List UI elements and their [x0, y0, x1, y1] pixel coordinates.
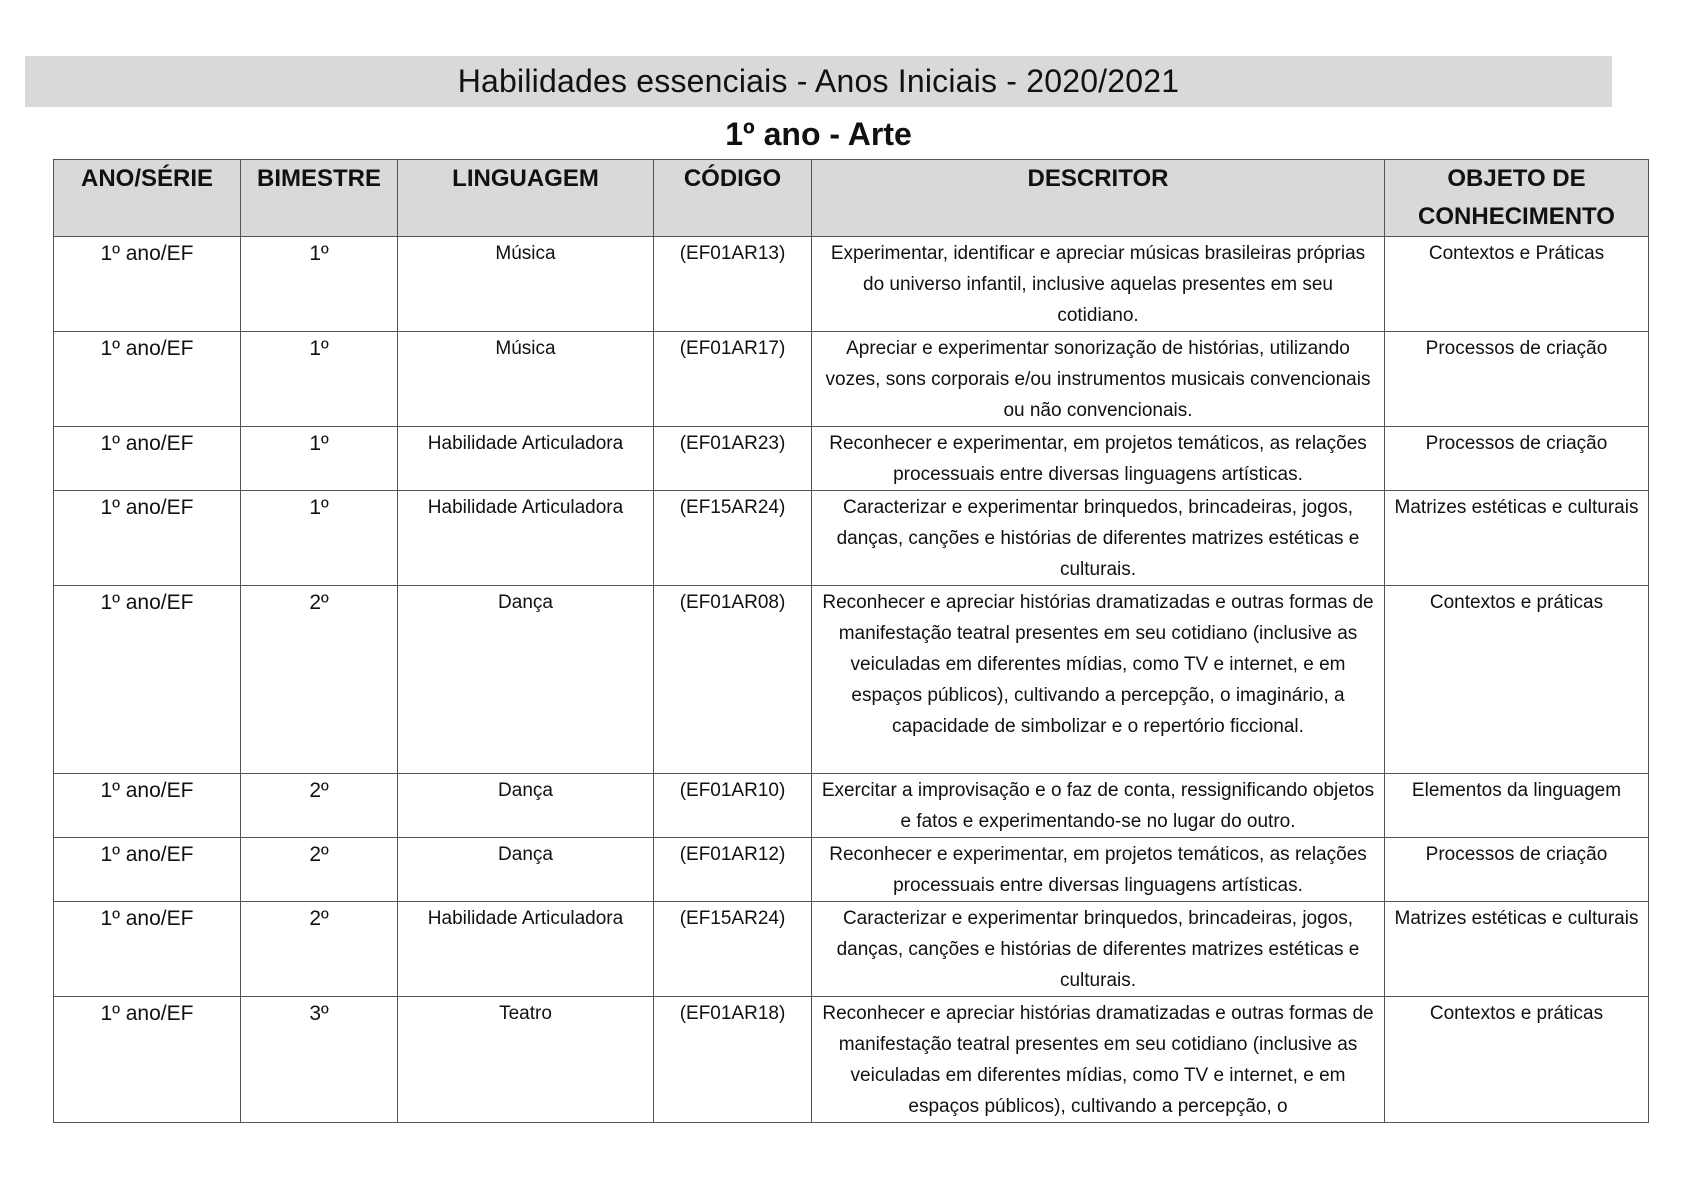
table-row	[54, 997, 1649, 1123]
table-row	[54, 774, 1649, 838]
cell-codigo: (EF15AR24)	[654, 491, 812, 586]
header-bimestre: BIMESTRE	[241, 160, 398, 237]
cell-descritor: Caracterizar e experimentar brinquedos, brincadeiras, jogos, danças, canções e histórias de diferentes matrizes estéticas e culturais.	[812, 902, 1385, 997]
header-codigo: CÓDIGO	[654, 160, 812, 237]
cell-linguagem: Dança	[398, 586, 654, 774]
header-ano-serie: ANO/SÉRIE	[54, 160, 241, 237]
document-title: Habilidades essenciais - Anos Iniciais - 2020/2021	[25, 56, 1612, 107]
cell-descritor: Experimentar, identificar e apreciar músicas brasileiras próprias do universo infantil, inclusive aquelas presentes em seu cotidiano.	[812, 237, 1385, 332]
cell-linguagem: Habilidade Articuladora	[398, 427, 654, 491]
cell-ano-serie: 1º ano/EF	[54, 586, 241, 774]
cell-objeto: Processos de criação	[1385, 332, 1649, 427]
cell-bimestre: 3º	[241, 997, 398, 1123]
cell-linguagem: Habilidade Articuladora	[398, 902, 654, 997]
cell-objeto: Contextos e práticas	[1385, 997, 1649, 1123]
table-row	[54, 237, 1649, 332]
cell-ano-serie: 1º ano/EF	[54, 902, 241, 997]
cell-descritor: Reconhecer e apreciar histórias dramatizadas e outras formas de manifestação teatral presentes em seu cotidiano (inclusive as veiculadas em diferentes mídias, como TV e internet, e em espaços públicos), cultivando a percepção, o imaginário, a capacidade de simbolizar e o repertório ficcional.	[812, 586, 1385, 774]
cell-codigo: (EF01AR17)	[654, 332, 812, 427]
cell-codigo: (EF01AR08)	[654, 586, 812, 774]
cell-bimestre: 1º	[241, 427, 398, 491]
cell-ano-serie: 1º ano/EF	[54, 237, 241, 332]
cell-ano-serie: 1º ano/EF	[54, 332, 241, 427]
cell-descritor: Apreciar e experimentar sonorização de histórias, utilizando vozes, sons corporais e/ou instrumentos musicais convencionais ou não convencionais.	[812, 332, 1385, 427]
cell-codigo: (EF01AR10)	[654, 774, 812, 838]
cell-linguagem: Música	[398, 237, 654, 332]
header-objeto: OBJETO DE CONHECIMENTO	[1385, 160, 1649, 237]
document-subtitle: 1º ano - Arte	[725, 115, 912, 152]
cell-objeto: Matrizes estéticas e culturais	[1385, 902, 1649, 997]
cell-descritor: Reconhecer e experimentar, em projetos temáticos, as relações processuais entre diversas linguagens artísticas.	[812, 838, 1385, 902]
cell-objeto: Processos de criação	[1385, 838, 1649, 902]
cell-codigo: (EF01AR23)	[654, 427, 812, 491]
cell-codigo: (EF01AR13)	[654, 237, 812, 332]
cell-objeto: Contextos e práticas	[1385, 586, 1649, 774]
table-row	[54, 586, 1649, 774]
cell-descritor: Caracterizar e experimentar brinquedos, brincadeiras, jogos, danças, canções e histórias de diferentes matrizes estéticas e culturais.	[812, 491, 1385, 586]
cell-objeto: Contextos e Práticas	[1385, 237, 1649, 332]
table-row	[54, 427, 1649, 491]
table-row	[54, 838, 1649, 902]
cell-bimestre: 1º	[241, 491, 398, 586]
cell-objeto: Processos de criação	[1385, 427, 1649, 491]
cell-codigo: (EF01AR12)	[654, 838, 812, 902]
table-row	[54, 902, 1649, 997]
cell-ano-serie: 1º ano/EF	[54, 774, 241, 838]
cell-bimestre: 2º	[241, 902, 398, 997]
cell-ano-serie: 1º ano/EF	[54, 997, 241, 1123]
cell-ano-serie: 1º ano/EF	[54, 491, 241, 586]
cell-linguagem: Habilidade Articuladora	[398, 491, 654, 586]
table-row	[54, 332, 1649, 427]
cell-ano-serie: 1º ano/EF	[54, 427, 241, 491]
header-descritor: DESCRITOR	[812, 160, 1385, 237]
cell-descritor: Reconhecer e experimentar, em projetos temáticos, as relações processuais entre diversas linguagens artísticas.	[812, 427, 1385, 491]
cell-objeto: Elementos da linguagem	[1385, 774, 1649, 838]
cell-objeto: Matrizes estéticas e culturais	[1385, 491, 1649, 586]
cell-linguagem: Teatro	[398, 997, 654, 1123]
cell-descritor: Reconhecer e apreciar histórias dramatizadas e outras formas de manifestação teatral presentes em seu cotidiano (inclusive as veiculadas em diferentes mídias, como TV e internet, e em espaços públicos), cultivando a percepção, o	[812, 997, 1385, 1123]
cell-ano-serie: 1º ano/EF	[54, 838, 241, 902]
table-row	[54, 491, 1649, 586]
cell-bimestre: 2º	[241, 586, 398, 774]
header-linguagem: LINGUAGEM	[398, 160, 654, 237]
cell-descritor: Exercitar a improvisação e o faz de conta, ressignificando objetos e fatos e experimentando-se no lugar do outro.	[812, 774, 1385, 838]
table-header-row	[54, 160, 1649, 237]
cell-linguagem: Dança	[398, 774, 654, 838]
cell-codigo: (EF15AR24)	[654, 902, 812, 997]
cell-codigo: (EF01AR18)	[654, 997, 812, 1123]
cell-bimestre: 1º	[241, 332, 398, 427]
cell-linguagem: Música	[398, 332, 654, 427]
cell-bimestre: 2º	[241, 774, 398, 838]
skills-table	[53, 159, 1649, 1123]
cell-bimestre: 1º	[241, 237, 398, 332]
cell-linguagem: Dança	[398, 838, 654, 902]
cell-bimestre: 2º	[241, 838, 398, 902]
